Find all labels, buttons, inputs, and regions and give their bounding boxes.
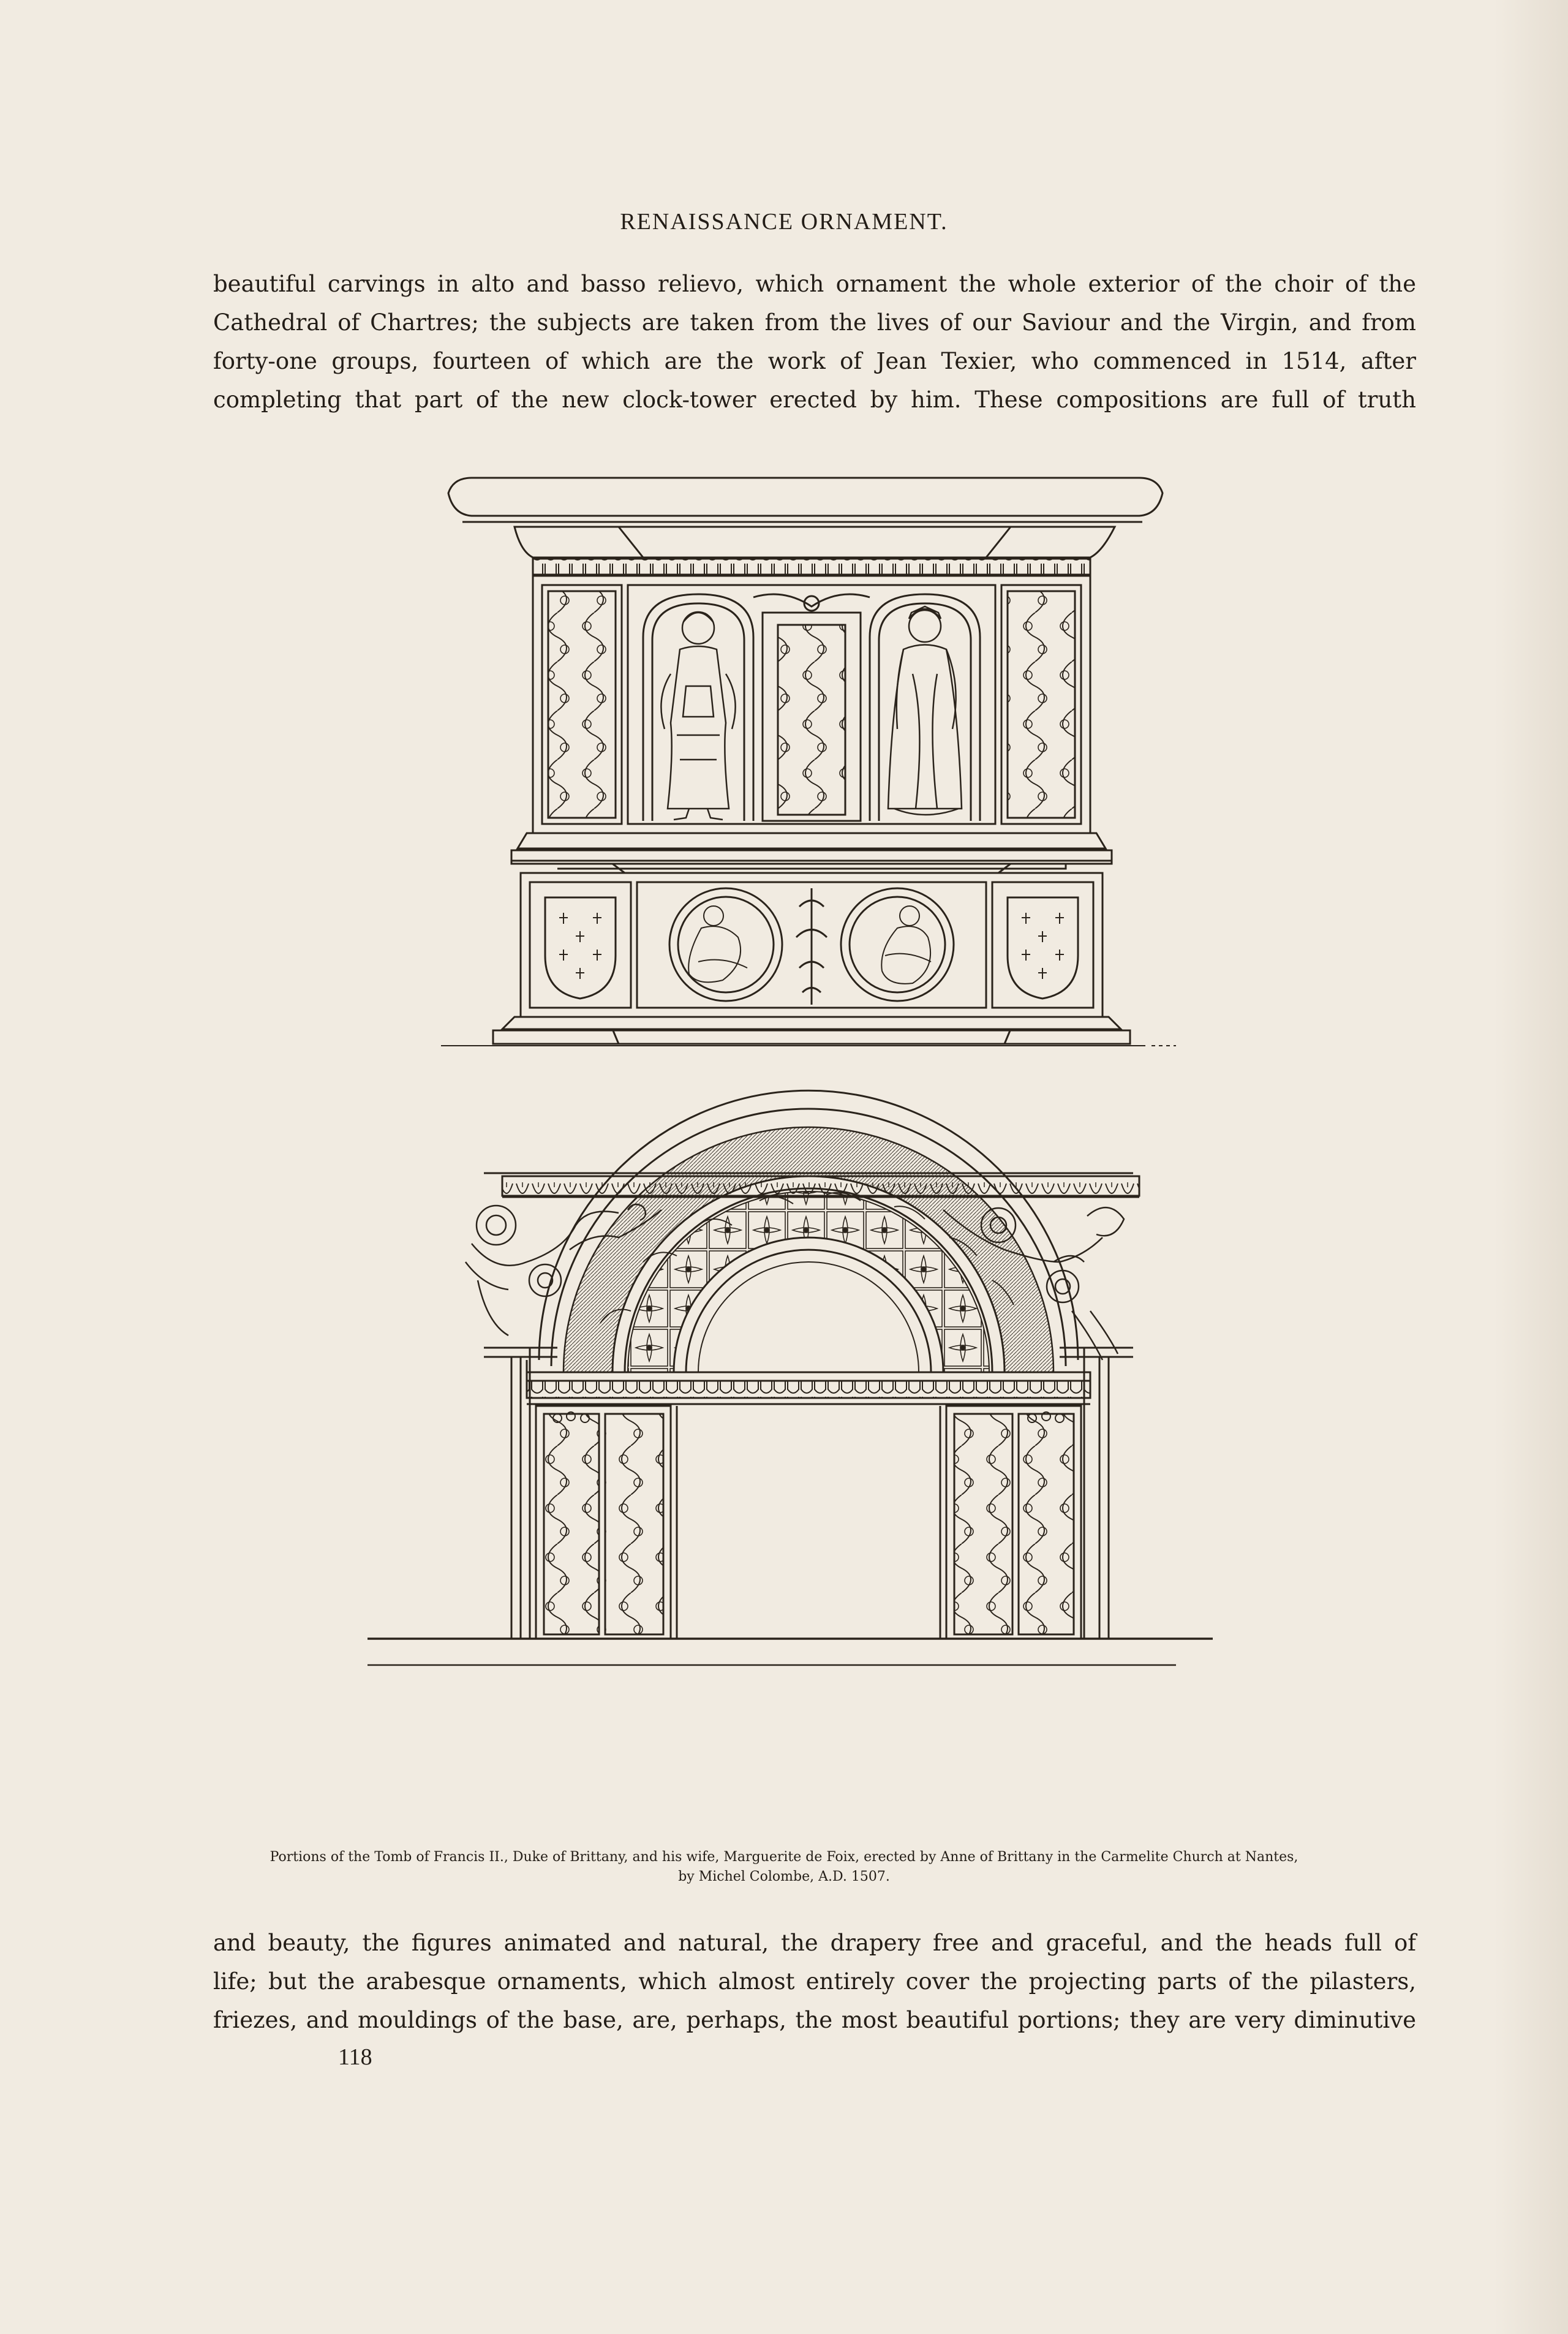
figure-caption bbox=[184, 1848, 1384, 1887]
page-number: 118 bbox=[338, 2044, 372, 2070]
paragraph-bottom-line-2: life; but the arabesque ornaments, which almost entirely cover the projecting parts of the pilasters, bbox=[213, 1968, 1416, 1995]
tomb-engraving-figure bbox=[355, 466, 1213, 1850]
paragraph-top-line-1: beautiful carvings in alto and basso relievo, which ornament the whole exterior of the choir of the bbox=[213, 271, 1416, 297]
paragraph-bottom-line-3: friezes, and mouldings of the base, are, perhaps, the most beautiful portions; they are very diminutive bbox=[213, 2007, 1416, 2033]
running-head: RENAISSANCE ORNAMENT. bbox=[620, 209, 948, 235]
paragraph-bottom-line-1: and beauty, the figures animated and natural, the drapery free and graceful, and the heads full of bbox=[213, 1930, 1416, 1956]
paragraph-top-line-3: forty-one groups, fourteen of which are the work of Jean Texier, who commenced in 1514, after bbox=[213, 348, 1416, 374]
paragraph-top-line-2: Cathedral of Chartres; the subjects are taken from the lives of our Saviour and the Virgin, and from bbox=[213, 309, 1416, 336]
paragraph-bottom bbox=[213, 1924, 1416, 2039]
figure-caption-line-1: Portions of the Tomb of Francis II., Duke of Brittany, and his wife, Marguerite de Foix, erected by Anne of Brittany in the Carmelite Church at Nantes, bbox=[270, 1849, 1298, 1865]
paragraph-top-line-4: completing that part of the new clock-tower erected by him. These compositions are full of truth bbox=[213, 387, 1416, 413]
figure-caption-line-2: by Michel Colombe, A.D. 1507. bbox=[678, 1869, 890, 1884]
tomb-engraving bbox=[355, 466, 1213, 1850]
paragraph-top bbox=[213, 265, 1416, 419]
